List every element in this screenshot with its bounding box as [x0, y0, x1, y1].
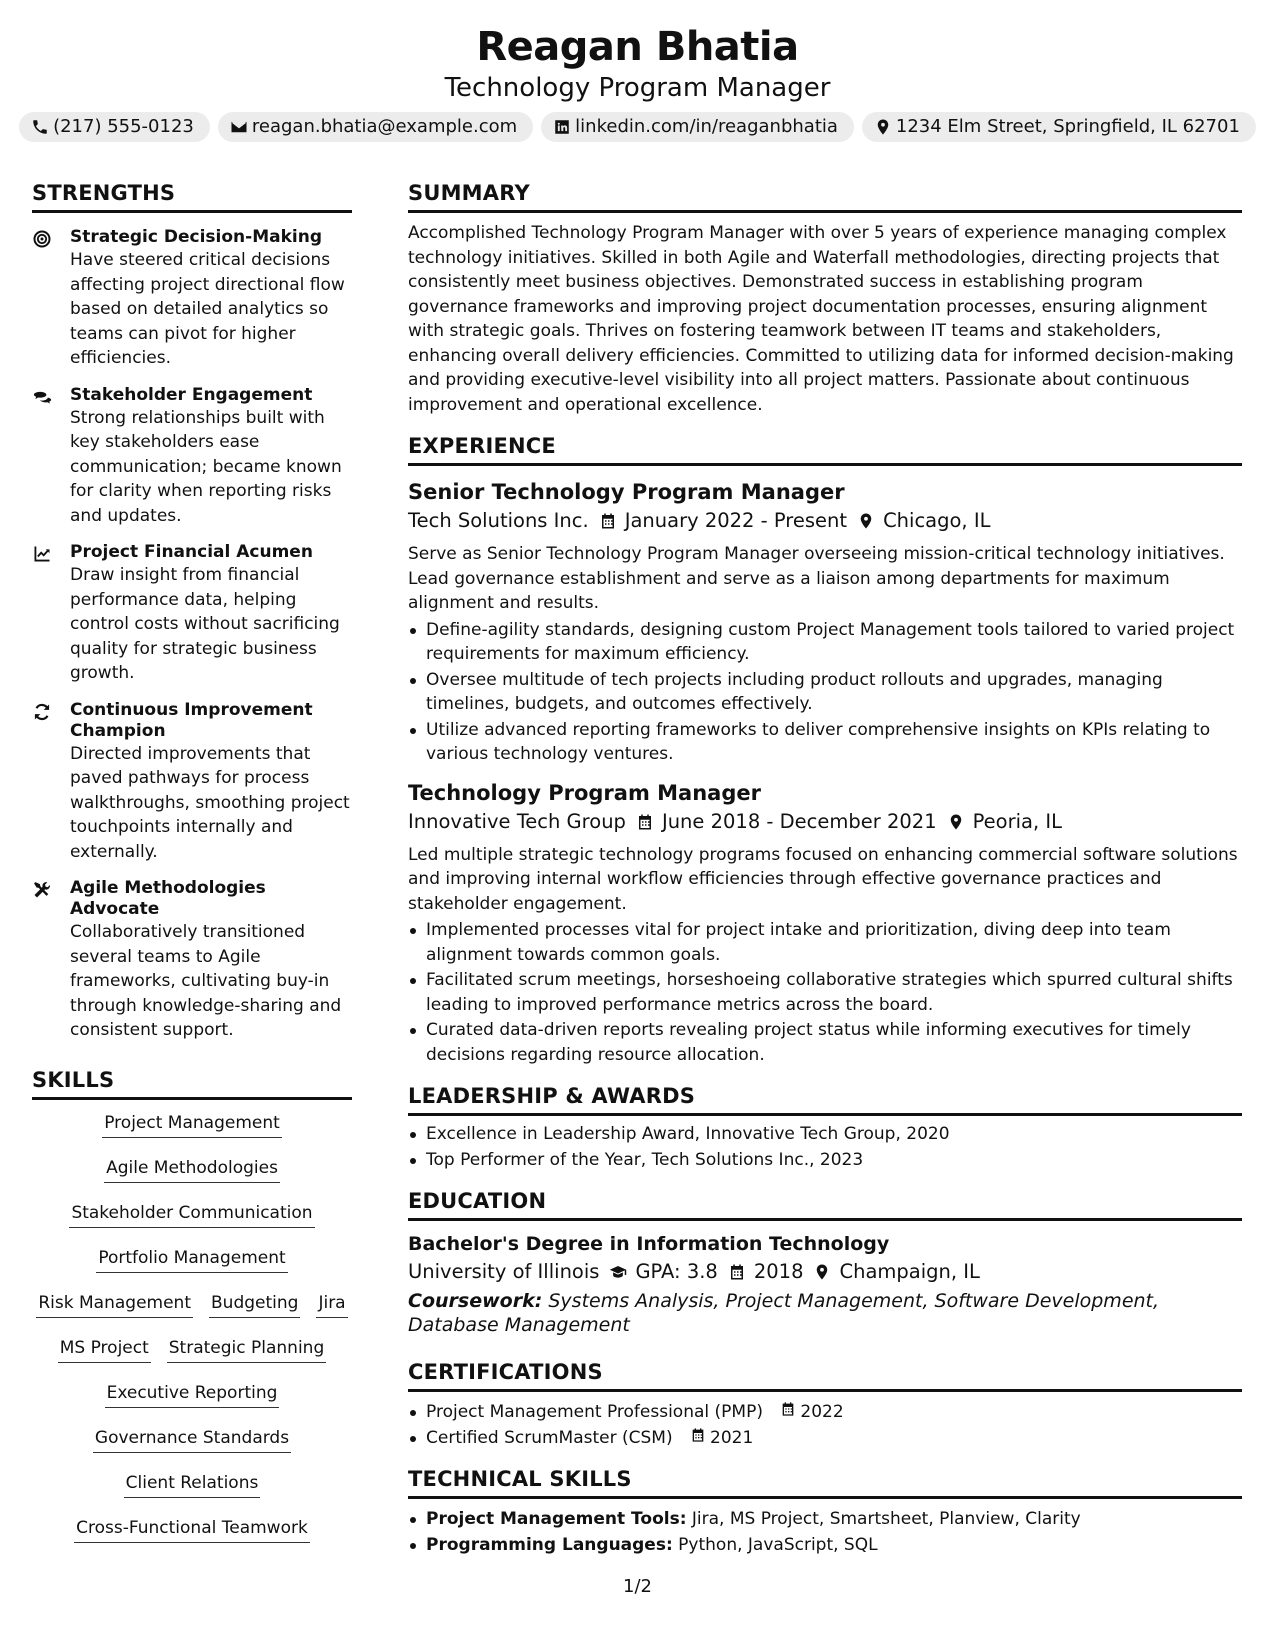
- list-item: Define-agility standards, designing custom Project Management tools tailored to varied project requirements for maximum efficiency.: [408, 618, 1242, 667]
- list-item: [408, 1400, 1242, 1425]
- tech-skill-value: Jira, MS Project, Smartsheet, Planview, Clarity: [691, 1509, 1081, 1529]
- skill-tag: Stakeholder Communication: [69, 1202, 314, 1228]
- strength-title: Stakeholder Engagement: [70, 384, 313, 405]
- tech-skill-label: Project Management Tools:: [426, 1509, 687, 1529]
- map-pin-icon: [947, 813, 965, 831]
- skill-tag: Agile Methodologies: [104, 1157, 280, 1183]
- experience-heading: EXPERIENCE: [408, 431, 1242, 466]
- strength-item: [32, 542, 352, 686]
- contact-email-text[interactable]: reagan.bhatia@example.com: [251, 116, 518, 137]
- job-meta: [408, 807, 1242, 837]
- job-title: Technology Program Manager: [408, 780, 761, 805]
- strength-desc: Strong relationships built with key stakeholders ease communication; became known for clarity when reporting risks and updates.: [70, 407, 342, 526]
- graduation-cap-icon: [609, 1263, 627, 1281]
- job-company: Innovative Tech Group: [408, 809, 626, 833]
- list-item: Excellence in Leadership Award, Innovative Tech Group, 2020: [408, 1122, 1242, 1147]
- skill-tag: Governance Standards: [93, 1427, 291, 1453]
- contact-phone-text: (217) 555-0123: [53, 116, 194, 137]
- list-item: [408, 1426, 1242, 1451]
- contact-linkedin[interactable]: [541, 112, 854, 142]
- page-number: 1/2: [623, 1576, 652, 1597]
- calendar-icon: [690, 1426, 706, 1451]
- contact-phone: [19, 112, 210, 142]
- map-pin-icon: [813, 1263, 831, 1281]
- right-column: [408, 178, 1242, 1558]
- list-item: Facilitated scrum meetings, horseshoeing collaborative strategies which spurred cultural shifts leading to improved performance metrics across the board.: [408, 968, 1242, 1017]
- strength-item: [32, 385, 352, 529]
- strength-title: Project Financial Acumen: [70, 542, 313, 562]
- contact-address-text: 1234 Elm Street, Springfield, IL 62701: [895, 116, 1240, 137]
- contact-bar: [0, 112, 1275, 142]
- technical-skills-list: [408, 1507, 1242, 1557]
- map-pin-icon: [857, 512, 875, 530]
- linkedin-icon: [553, 118, 571, 136]
- skill-tag: Strategic Planning: [167, 1337, 326, 1363]
- cert-name: Project Management Professional (PMP): [426, 1402, 763, 1422]
- strength-title: Strategic Decision-Making: [70, 227, 322, 247]
- contact-email[interactable]: [218, 112, 533, 142]
- job-location: Chicago, IL: [883, 509, 991, 532]
- skill-tag: Risk Management: [36, 1292, 193, 1318]
- degree-title: Bachelor's Degree in Information Technology: [408, 1233, 890, 1255]
- skills-list: [32, 1112, 352, 1543]
- skill-tag: Client Relations: [124, 1472, 261, 1498]
- list-item: [408, 1507, 1242, 1532]
- envelope-icon: [230, 118, 248, 136]
- contact-linkedin-text[interactable]: linkedin.com/in/reaganbhatia: [575, 116, 838, 137]
- job-bullets: [408, 918, 1242, 1067]
- cert-year: 2022: [800, 1402, 844, 1422]
- list-item: Top Performer of the Year, Tech Solutions Inc., 2023: [408, 1148, 1242, 1173]
- chat-bubbles-icon: [32, 385, 70, 529]
- coursework-label: Coursework:: [408, 1290, 543, 1312]
- candidate-name: Reagan Bhatia: [476, 24, 799, 70]
- coursework: [408, 1289, 1242, 1337]
- cert-year: 2021: [710, 1427, 754, 1448]
- strength-title: Continuous Improvement Champion: [70, 699, 313, 741]
- tech-skill-value: Python, JavaScript, SQL: [678, 1534, 878, 1555]
- job-location: Peoria, IL: [972, 809, 1062, 833]
- skill-tag: Budgeting: [209, 1292, 300, 1318]
- list-item: Implemented processes vital for project intake and prioritization, diving deep into team alignment towards common goals.: [408, 918, 1242, 967]
- tech-skill-label: Programming Languages:: [426, 1534, 673, 1555]
- tools-icon: [32, 878, 70, 1043]
- cert-name: Certified ScrumMaster (CSM): [426, 1427, 673, 1448]
- strength-desc: Have steered critical decisions affecting project directional flow based on detailed analytics so teams can pivot for higher efficiencies.: [70, 250, 345, 368]
- leadership-heading: LEADERSHIP & AWARDS: [408, 1081, 1242, 1116]
- calendar-icon: [728, 1263, 746, 1281]
- job-entry: [408, 779, 1242, 1068]
- school-name: University of Illinois: [408, 1260, 600, 1283]
- calendar-icon: [636, 813, 654, 831]
- job-dates: June 2018 - December 2021: [661, 809, 937, 833]
- calendar-icon: [599, 512, 617, 530]
- resume-header: [0, 22, 1275, 142]
- calendar-icon: [780, 1400, 796, 1425]
- job-title: Senior Technology Program Manager: [408, 480, 845, 504]
- education-meta: [408, 1257, 1242, 1287]
- education-heading: EDUCATION: [408, 1186, 1242, 1221]
- technical-skills-heading: TECHNICAL SKILLS: [408, 1464, 1242, 1499]
- strengths-heading: STRENGTHS: [32, 178, 352, 213]
- list-item: Utilize advanced reporting frameworks to deliver comprehensive insights on KPIs relating to various technology ventures.: [408, 718, 1242, 767]
- job-meta: [408, 506, 1242, 536]
- candidate-title: Technology Program Manager: [444, 73, 831, 103]
- strength-title: Agile Methodologies Advocate: [70, 878, 266, 919]
- list-item: Oversee multitude of tech projects including product rollouts and upgrades, managing timelines, budgets, and outcomes effectively.: [408, 668, 1242, 717]
- skills-heading: SKILLS: [32, 1065, 352, 1100]
- summary-text: Accomplished Technology Program Manager with over 5 years of experience managing complex technology initiatives. Skilled in both Agile and Waterfall methodologies, directing projects that consistently meet business objectives. Demonstrated success in establishing program governance frameworks and improving project documentation processes, ensuring alignment with strategic goals. Thrives on fostering teamwork between IT teams and stakeholders, enhancing overall delivery efficiencies. Committed to utilizing data for informed decision-making and providing executive-level visibility into all project matters. Passionate about continuous improvement and operational excellence.: [408, 223, 1234, 415]
- map-pin-icon: [874, 118, 892, 136]
- strength-item: [32, 700, 352, 865]
- phone-icon: [31, 118, 49, 136]
- list-item: [408, 1533, 1242, 1558]
- school-location: Champaign, IL: [839, 1260, 980, 1283]
- skill-tag: Cross-Functional Teamwork: [74, 1517, 310, 1543]
- job-entry: [408, 478, 1242, 767]
- left-column: [32, 178, 352, 1562]
- contact-address: [862, 112, 1256, 142]
- strength-item: [32, 878, 352, 1043]
- skill-tag: Jira: [316, 1292, 347, 1318]
- leadership-list: [408, 1122, 1242, 1172]
- list-item: Curated data-driven reports revealing project status while informing executives for timely decisions regarding resource allocation.: [408, 1018, 1242, 1067]
- summary-heading: SUMMARY: [408, 178, 1242, 213]
- graduation-year: 2018: [753, 1260, 804, 1283]
- job-bullets: [408, 618, 1242, 767]
- strength-desc: Draw insight from financial performance data, helping control costs without sacrificing quality for strategic business growth.: [70, 565, 340, 683]
- certifications-list: [408, 1400, 1242, 1450]
- certifications-heading: CERTIFICATIONS: [408, 1357, 1242, 1392]
- refresh-icon: [32, 700, 70, 865]
- target-icon: [32, 227, 70, 371]
- skill-tag: Portfolio Management: [96, 1247, 287, 1273]
- skill-tag: MS Project: [58, 1337, 151, 1363]
- skill-tag: Executive Reporting: [105, 1382, 280, 1408]
- strength-desc: Collaboratively transitioned several teams to Agile frameworks, cultivating buy-in through knowledge-sharing and consistent support.: [70, 922, 342, 1040]
- job-description: Led multiple strategic technology programs focused on enhancing commercial software solutions and improving internal workflow efficiencies through effective governance practices and stakeholder engagement.: [408, 844, 1238, 914]
- job-company: Tech Solutions Inc.: [408, 509, 589, 532]
- skill-tag: Project Management: [102, 1112, 282, 1138]
- strength-desc: Directed improvements that paved pathways for process walkthroughs, smoothing project touchpoints internally and externally.: [70, 743, 350, 862]
- coursework-text: Systems Analysis, Project Management, Software Development, Database Management: [408, 1290, 1160, 1336]
- job-dates: January 2022 - Present: [624, 509, 848, 532]
- gpa: GPA: 3.8: [635, 1260, 718, 1283]
- strength-item: [32, 227, 352, 371]
- job-description: Serve as Senior Technology Program Manager overseeing mission-critical technology initiatives. Lead governance establishment and serve as a liaison among departments for maximum alignment and results.: [408, 544, 1225, 613]
- line-chart-icon: [32, 542, 70, 686]
